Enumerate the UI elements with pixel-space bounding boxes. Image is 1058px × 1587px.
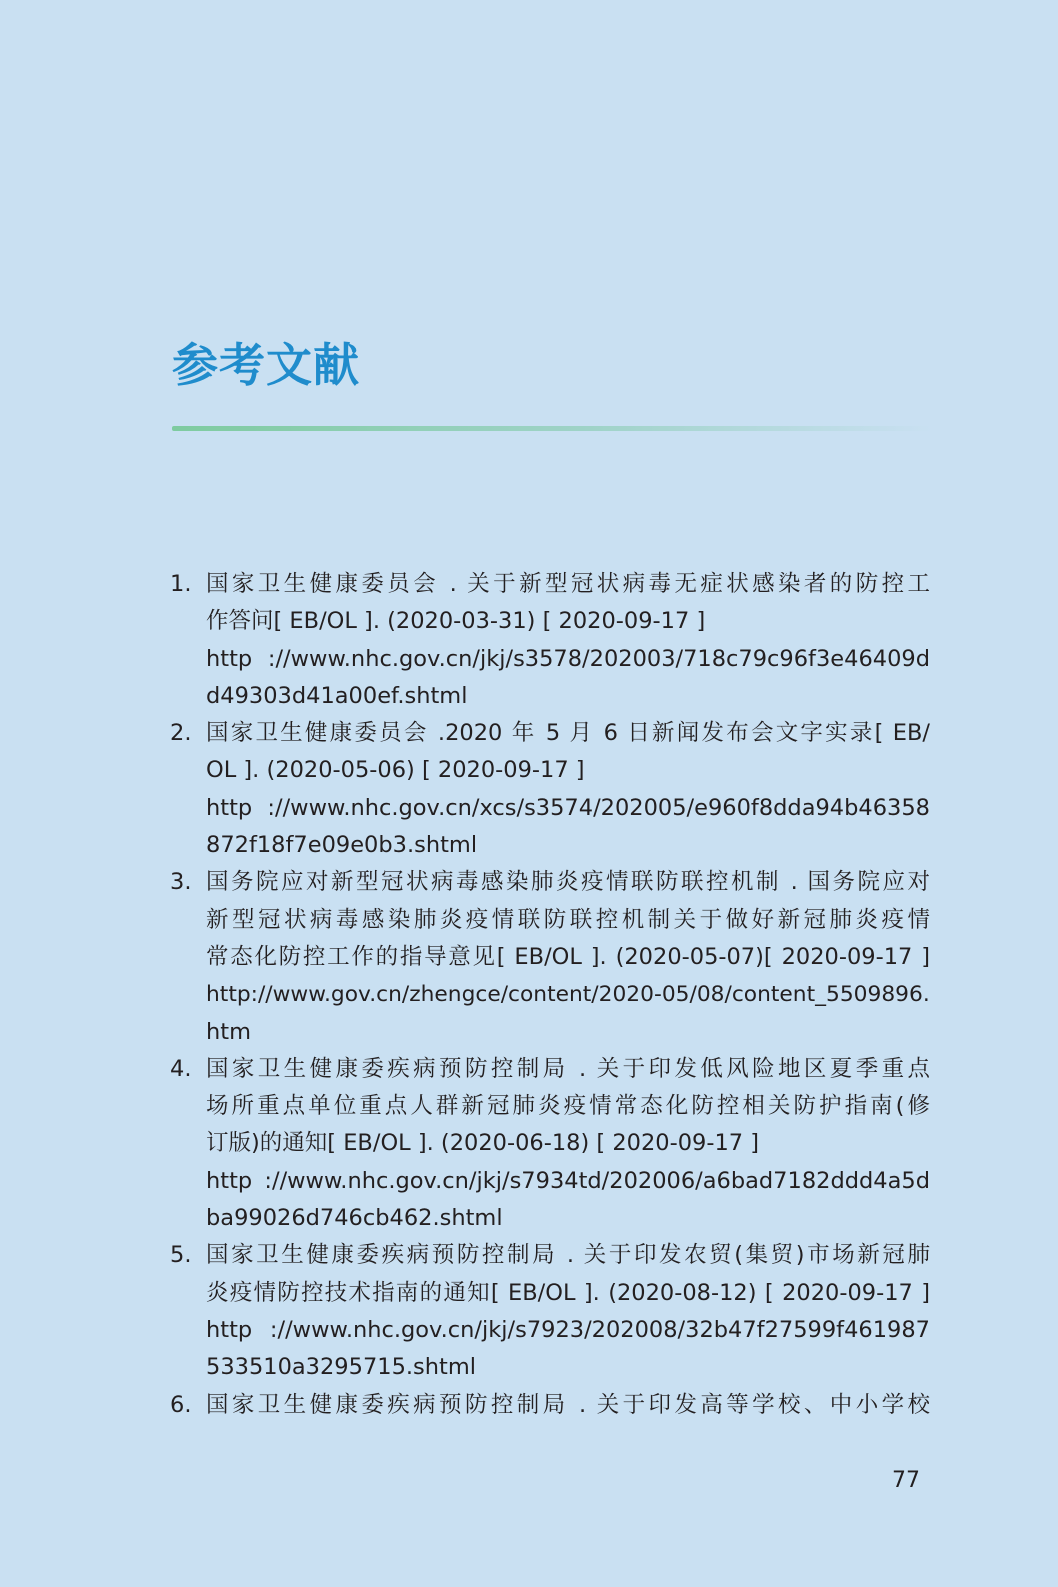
page-number: 77 (892, 1468, 920, 1493)
reference-line: 国家卫生健康委疾病预防控制局 . 关于印发农贸(集贸)市场新冠肺 (206, 1242, 930, 1269)
reference-line: 常态化防控工作的指导意见[ EB/OL ]. (2020-05-07)[ 2020-09-17 ] (206, 943, 930, 970)
reference-url[interactable]: ba99026d746cb462.shtml (206, 1205, 503, 1232)
reference-number: 6. (170, 1391, 192, 1418)
page-title: 参考文献 (172, 338, 360, 392)
reference-url[interactable]: http ://www.nhc.gov.cn/jkj/s7923/202008/32b47f27599f461987 (206, 1316, 930, 1343)
reference-item (168, 1387, 930, 1424)
reference-url[interactable]: http ://www.nhc.gov.cn/jkj/s3578/202003/718c79c96f3e46409d (206, 645, 930, 672)
reference-item (168, 1237, 930, 1386)
reference-line: 国家卫生健康委疾病预防控制局 . 关于印发低风险地区夏季重点 (206, 1055, 930, 1082)
reference-url[interactable]: http ://www.nhc.gov.cn/xcs/s3574/202005/e960f8dda94b46358 (206, 794, 930, 821)
title-divider (172, 426, 932, 431)
reference-line: 国家卫生健康委员会 . 关于新型冠状病毒无症状感染者的防控工 (206, 571, 930, 597)
reference-line: 国家卫生健康委疾病预防控制局 . 关于印发高等学校、中小学校 (206, 1391, 930, 1418)
reference-url[interactable]: 872f18f7e09e0b3.shtml (206, 832, 478, 859)
reference-url[interactable]: d49303d41a00ef.shtml (206, 682, 468, 709)
reference-number: 3. (170, 869, 192, 896)
reference-item (168, 864, 930, 1050)
reference-line: 场所重点单位重点人群新冠肺炎疫情常态化防控相关防护指南(修 (206, 1093, 930, 1120)
reference-line: 炎疫情防控技术指南的通知[ EB/OL ]. (2020-08-12) [ 2020-09-17 ] (206, 1279, 930, 1306)
reference-line: 国家卫生健康委员会 .2020 年 5 月 6 日新闻发布会文字实录[ EB/ (206, 720, 930, 747)
reference-item (168, 566, 930, 715)
reference-url[interactable]: http://www.gov.cn/zhengce/content/2020-05/08/content_5509896. (206, 982, 930, 1008)
reference-line: OL ]. (2020-05-06) [ 2020-09-17 ] (206, 757, 585, 784)
reference-line: 作答问[ EB/OL ]. (2020-03-31) [ 2020-09-17 ] (206, 608, 706, 635)
reference-line: 订版)的通知[ EB/OL ]. (2020-06-18) [ 2020-09-17 ] (206, 1130, 760, 1157)
reference-item (168, 715, 930, 864)
reference-list (168, 566, 930, 1424)
reference-url[interactable]: 533510a3295715.shtml (206, 1354, 477, 1381)
reference-url[interactable]: htm (206, 1018, 251, 1045)
reference-url[interactable]: http ://www.nhc.gov.cn/jkj/s7934td/202006/a6bad7182ddd4a5d (206, 1167, 930, 1194)
reference-line: 新型冠状病毒感染肺炎疫情联防联控机制关于做好新冠肺炎疫情 (206, 906, 930, 933)
reference-number: 4. (170, 1055, 192, 1082)
reference-number: 2. (170, 720, 192, 747)
reference-line: 国务院应对新型冠状病毒感染肺炎疫情联防联控机制 . 国务院应对 (206, 869, 930, 896)
reference-number: 5. (170, 1242, 192, 1269)
reference-number: 1. (170, 571, 192, 597)
reference-item (168, 1051, 930, 1237)
